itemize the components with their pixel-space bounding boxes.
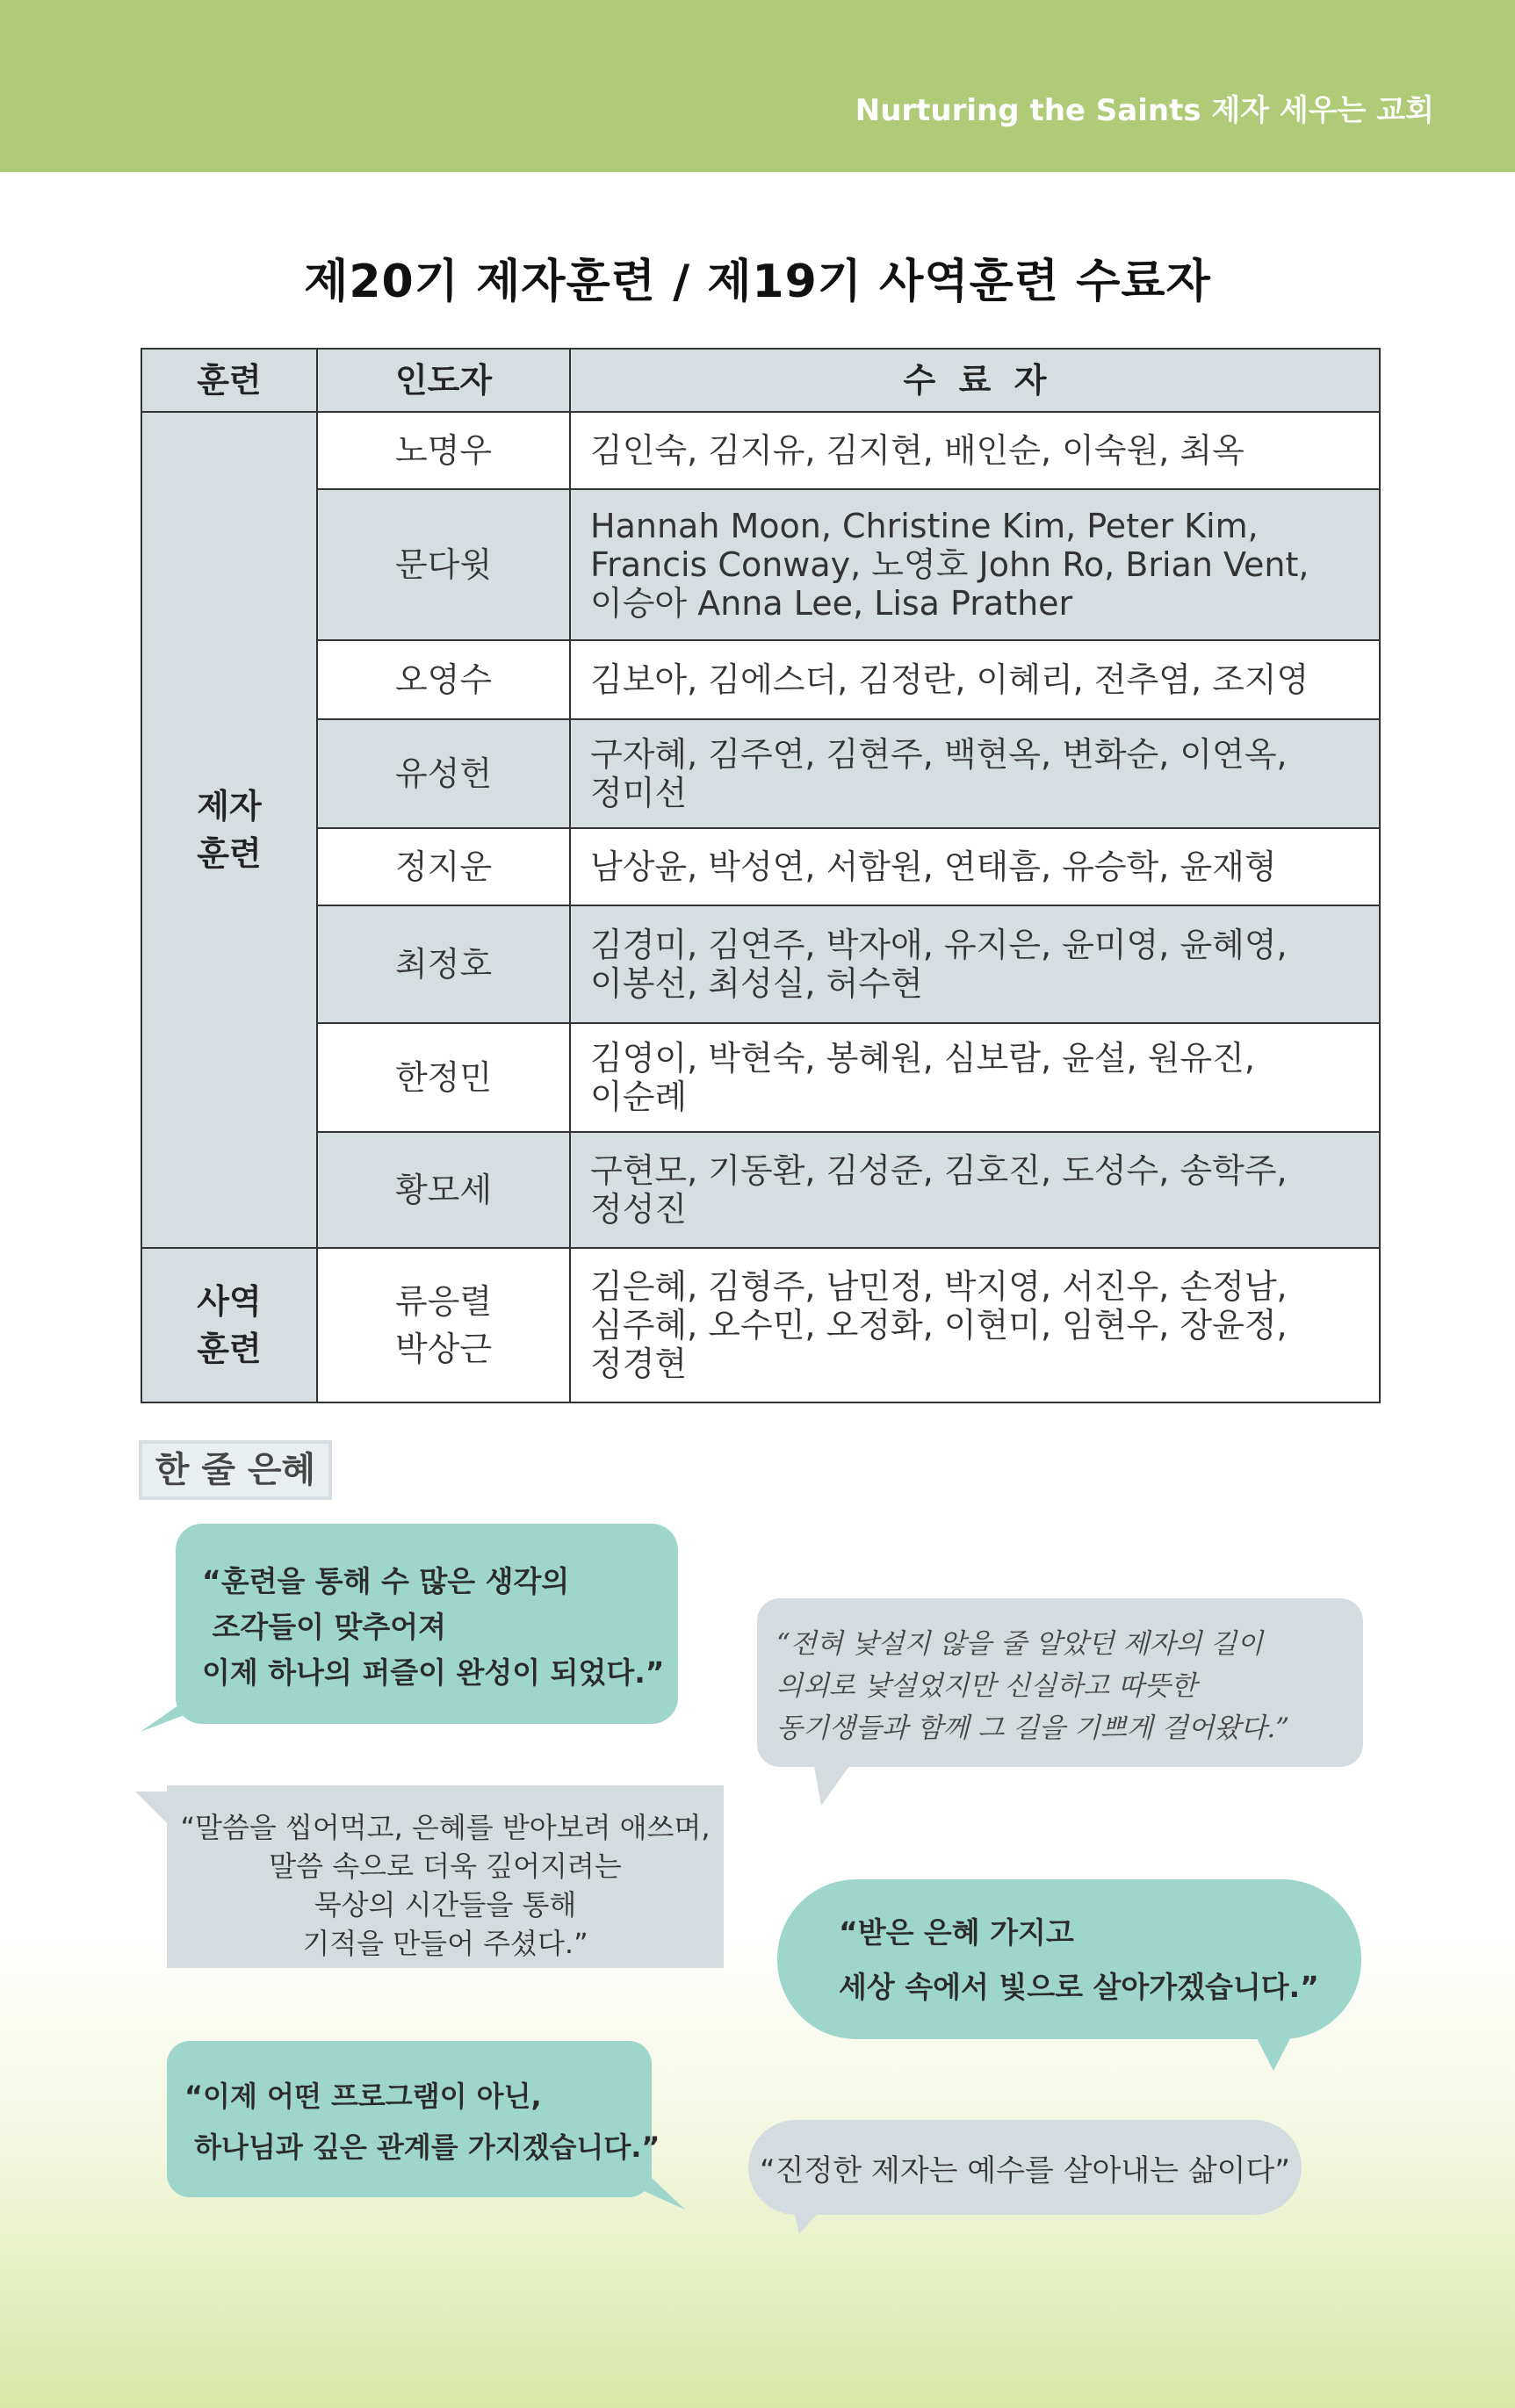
table-row [141, 1023, 1380, 1132]
leader-cell: 노명우 [317, 412, 570, 489]
quote-text-5: “이제 어떤 프로그램이 아닌, 하나님과 깊은 관계를 가지겠습니다.” [184, 2080, 660, 2164]
names-cell: 남상윤, 박성연, 서함원, 연태흠, 유승학, 윤재형 [570, 828, 1380, 905]
names-cell: 김경미, 김연주, 박자애, 유지은, 윤미영, 윤혜영, 이봉선, 최성실, 허수현 [570, 905, 1380, 1023]
table-row [141, 1132, 1380, 1248]
group-discipleship: 제자 훈련 [141, 412, 317, 1248]
quote-bubble-1 [176, 1524, 678, 1724]
leader-cell: 류응렬 박상근 [317, 1248, 570, 1402]
quote-text-2: “전혀 낯설지 않을 줄 알았던 제자의 길이 의외로 낯설었지만 신실하고 따뜻한 동기생들과 함께 그 길을 기쁘게 걸어왔다.” [776, 1628, 1290, 1744]
leader-cell: 유성헌 [317, 719, 570, 828]
quote-bubble-4 [777, 1879, 1361, 2039]
section-label: 한 줄 은혜 [139, 1440, 332, 1500]
leader-cell: 한정민 [317, 1023, 570, 1132]
names-cell: 구자혜, 김주연, 김현주, 백현옥, 변화순, 이연옥, 정미선 [570, 719, 1380, 828]
names-cell: 김은혜, 김형주, 남민정, 박지영, 서진우, 손정남, 심주혜, 오수민, 오정화, 이현미, 임현우, 장윤정, 정경현 [570, 1248, 1380, 1402]
table-header-row [141, 349, 1380, 412]
leader-cell: 오영수 [317, 640, 570, 719]
names-cell: 김인숙, 김지유, 김지현, 배인순, 이숙원, 최옥 [570, 412, 1380, 489]
page-title: 제20기 제자훈련 / 제19기 사역훈련 수료자 [304, 256, 1211, 308]
bubble-tail-1 [141, 1695, 246, 1765]
names-cell: 김영이, 박현숙, 봉혜원, 심보람, 윤설, 원유진, 이순례 [570, 1023, 1380, 1132]
table-row [141, 640, 1380, 719]
leader-cell: 문다윗 [317, 489, 570, 640]
bubble-tail-5 [615, 2178, 694, 2213]
quote-bubble-2 [757, 1598, 1363, 1767]
header-graduates: 수 료 자 [570, 349, 1380, 412]
table-row [141, 905, 1380, 1023]
bubble-tail-2 [812, 1756, 883, 1818]
table-row [141, 412, 1380, 489]
names-cell: Hannah Moon, Christine Kim, Peter Kim, Francis Conway, 노영호 John Ro, Brian Vent, 이승아 Anna Lee, Lisa Prather [570, 489, 1380, 640]
quote-bubble-5 [167, 2041, 660, 2197]
header-band [0, 0, 1515, 172]
table-row [141, 489, 1380, 640]
header-leader: 인도자 [317, 349, 570, 412]
table-row [141, 1248, 1380, 1402]
quote-bubble-3 [167, 1785, 724, 1968]
leader-cell: 황모세 [317, 1132, 570, 1248]
graduates-table [141, 348, 1381, 1403]
header-training: 훈련 [141, 349, 317, 412]
names-cell: 김보아, 김에스더, 김정란, 이혜리, 전추염, 조지영 [570, 640, 1380, 719]
leader-cell: 정지운 [317, 828, 570, 905]
group-ministry: 사역 훈련 [141, 1248, 317, 1402]
leader-cell: 최정호 [317, 905, 570, 1023]
quote-text-6: “진정한 제자는 예수를 살아내는 삶이다” [760, 2153, 1290, 2188]
quote-text-1: “훈련을 통해 수 많은 생각의 조각들이 맞추어져 이제 하나의 퍼즐이 완성이 되었다.” [202, 1564, 665, 1690]
table-row [141, 828, 1380, 905]
bubble-tail-3 [135, 1792, 188, 1844]
names-cell: 구현모, 기동환, 김성준, 김호진, 도성수, 송학주, 정성진 [570, 1132, 1380, 1248]
header-tagline: Nurturing the Saints 제자 세우는 교회 [855, 93, 1434, 128]
bubble-tail-6 [790, 2195, 843, 2239]
table-row [141, 719, 1380, 828]
quote-text-4: “받은 은혜 가지고 세상 속에서 빛으로 살아가겠습니다.” [839, 1915, 1319, 2004]
quote-text-3: “말씀을 씹어먹고, 은혜를 받아보려 애쓰며, 말씀 속으로 더욱 깊어지려는 묵상의 시간들을 통해 기적을 만들어 주셨다.” [180, 1811, 711, 1960]
bubble-tail-4 [1247, 2020, 1317, 2081]
